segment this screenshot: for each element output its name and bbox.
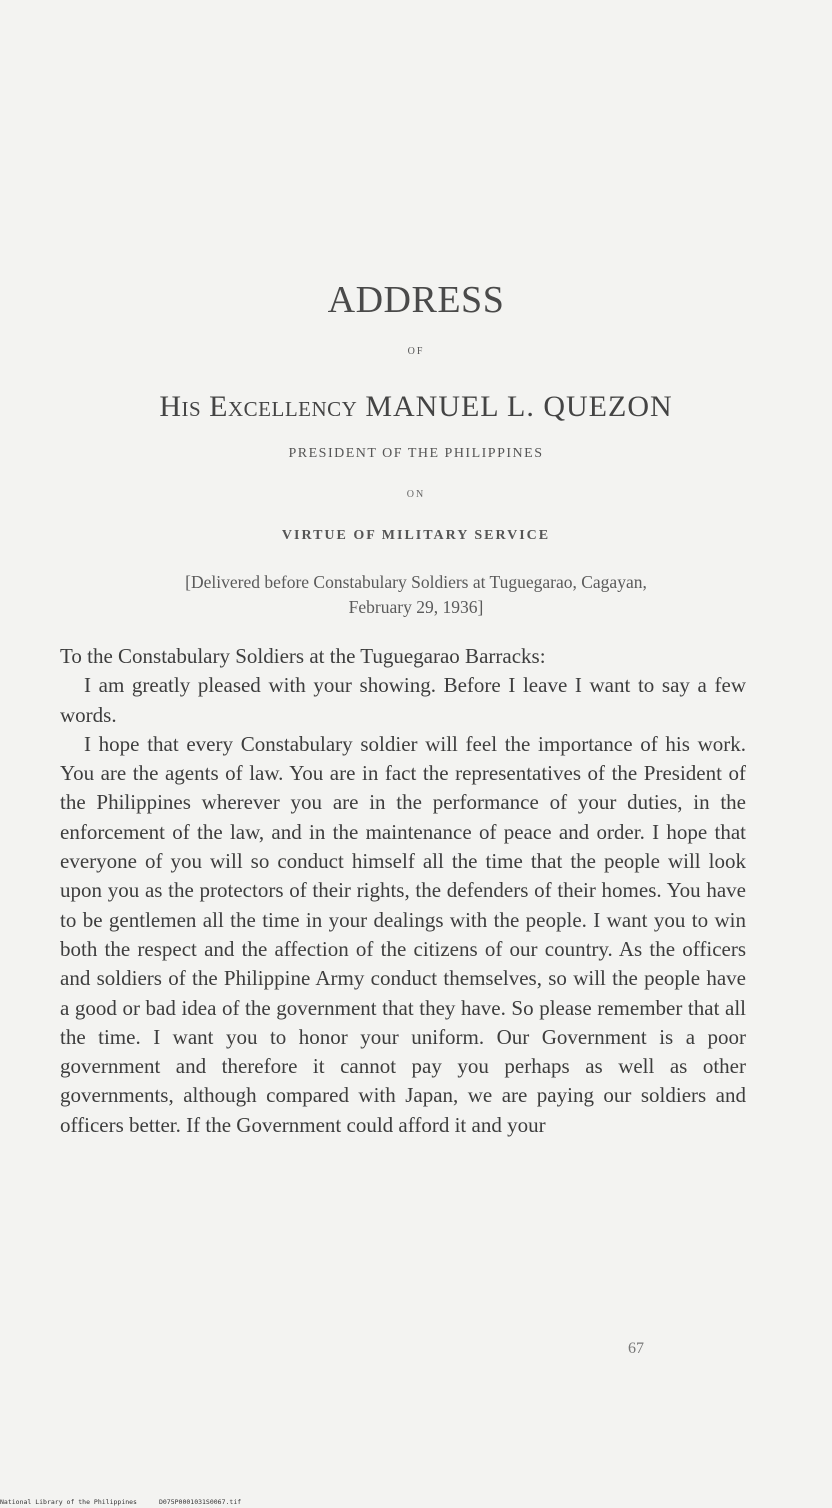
delivery-note-line-1: [Delivered before Constabulary Soldiers at Tuguegarao, Cagayan,: [185, 572, 647, 592]
of-label: OF: [407, 346, 425, 357]
delivery-note: [60, 570, 772, 620]
speaker-role: PRESIDENT OF THE PHILIPPINES: [288, 446, 544, 461]
page-number: 67: [628, 1340, 644, 1357]
paragraph-1: I am greatly pleased with your showing. Before I leave I want to say a few words.: [60, 673, 746, 727]
paragraph-2: I hope that every Constabulary soldier will feel the importance of his work. You are the agents of law. You are in fact the representatives of the President of the Philippines wherever you are in the performance of your duties, in the enforcement of the law, and in the maintenance of peace and order. I hope that everyone of you will so conduct himself all the time that the people will look upon you as the protectors of their rights, the defenders of their homes. You have to be gentlemen all the time in your dealings with the people. I want you to win both the respect and the affection of the citizens of our country. As the officers and soldiers of the Philippine Army conduct themselves, so will the people have a good or bad idea of the government that they have. So please remember that all the time. I want you to honor your uniform. Our Government is a poor government and therefore it cannot pay you perhaps as well as other governments, although compared with Japan, we are paying our soldiers and officers better. If the Government could afford it and your: [60, 731, 746, 1137]
speaker-honorific: His Excellency: [159, 390, 358, 423]
address-body: [60, 642, 746, 1140]
footer-library: National Library of the Philippines: [0, 1498, 137, 1506]
delivery-note-line-2: February 29, 1936]: [348, 597, 484, 617]
speaker-name: MANUEL L. QUEZON: [365, 390, 673, 423]
salutation: To the Constabulary Soldiers at the Tuguegarao Barracks:: [60, 644, 546, 668]
address-title: ADDRESS: [327, 279, 505, 321]
scan-footer: [0, 1498, 241, 1506]
footer-file: D075P0001031S0067.tif: [158, 1498, 242, 1506]
address-subject: VIRTUE OF MILITARY SERVICE: [281, 528, 551, 543]
speaker-line: [0, 390, 832, 424]
on-label: ON: [406, 489, 426, 500]
